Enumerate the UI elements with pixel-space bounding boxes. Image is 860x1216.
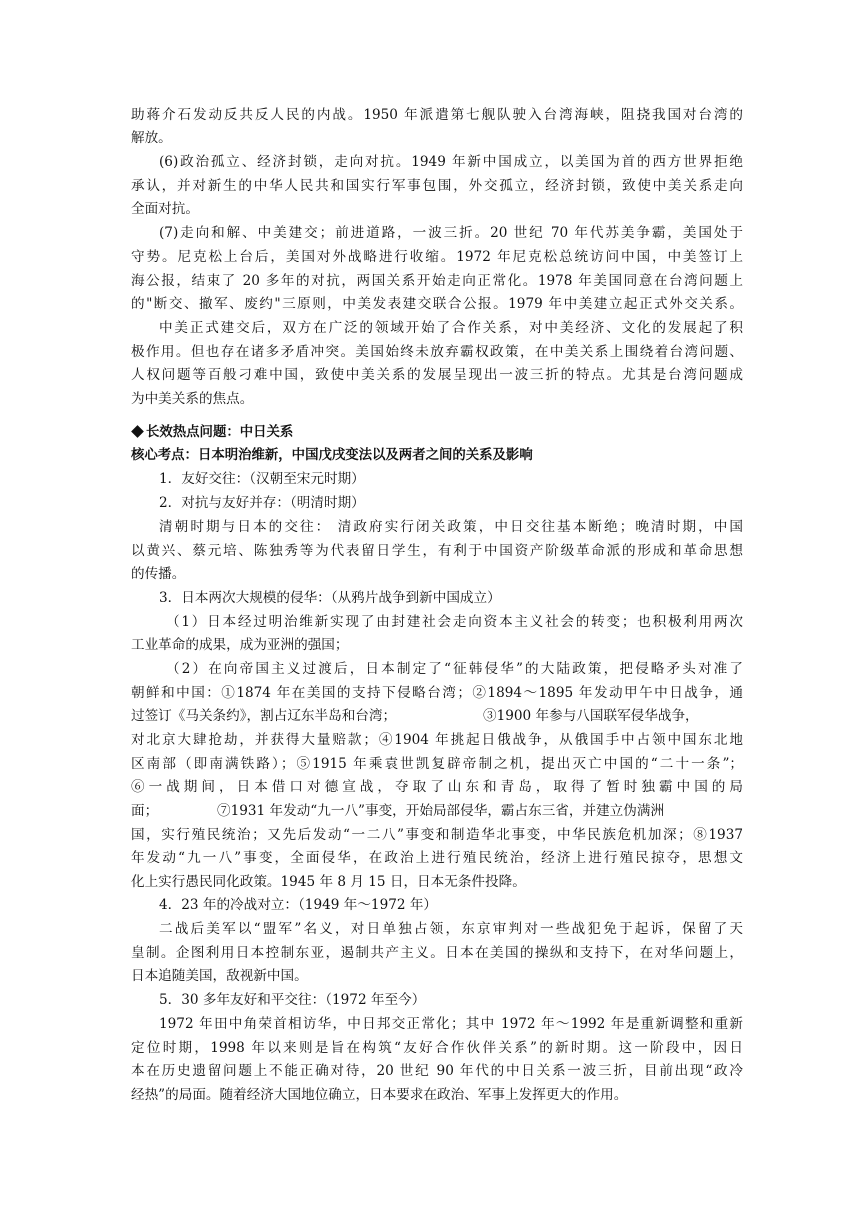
section-heading-text: 长效热点问题：中日关系: [146, 425, 294, 440]
paragraph-line: [131, 705, 743, 727]
paragraph-line: 助蒋介石发动反共反人民的内战。1950 年派遣第七舰队驶入台湾海峡，阻挠我国对台湾的: [131, 107, 743, 123]
paragraph-line: 定位时期，1998 年以来则是旨在构筑“友好合作伙伴关系”的新时期。这一阶段中，因日: [131, 1040, 743, 1056]
paragraph-line: 中美正式建交后，双方在广泛的领域开始了合作关系，对中美经济、文化的发展起了积: [159, 320, 743, 336]
paragraph-line: 解放。: [131, 130, 172, 146]
paragraph-segment: 过签订《马关条约》，割占辽东半岛和台湾；: [131, 708, 397, 724]
paragraph-line: (6)政治孤立、经济封锁，走向对抗。1949 年新中国成立，以美国为首的西方世界拒绝: [159, 154, 743, 170]
paragraph-line: 经热”的局面。随着经济大国地位确立，日本要求在政治、军事上发挥更大的作用。: [131, 1087, 628, 1103]
paragraph-line: （1）日本经过明治维新实现了由封建社会走向资本主义社会的转变；也积极利用两次: [166, 614, 743, 630]
paragraph-segment: 面；: [131, 803, 159, 819]
paragraph-line: 年发动“九一八”事变，全面侵华，在政治上进行殖民统治，经济上进行殖民掠夺，思想文: [131, 850, 743, 866]
paragraph-line: 承认，并对新生的中华人民共和国实行军事包围，外交孤立，经济封锁，致使中美关系走向: [131, 178, 743, 194]
paragraph-line: 以黄兴、蔡元培、陈独秀等为代表留日学生，有利于中国资产阶级革命派的形成和革命思想: [131, 543, 743, 559]
paragraph-line: 本在历史遗留问题上不能正确对待，20 世纪 90 年代的中日关系一波三折，目前出现“政冷: [131, 1063, 743, 1079]
core-topic: 核心考点：日本明治维新，中国戊戌变法以及两者之间的关系及影响: [131, 448, 533, 463]
paragraph-line: 皇制。企图利用日本控制东亚，遏制共产主义。日本在美国的操纵和支持下，在对华问题上，: [131, 945, 743, 961]
paragraph-line: 二战后美军以“盟军”名义，对日单独占领，东京审判对一些战犯免于起诉，保留了天: [159, 921, 743, 937]
diamond-bullet-icon: [131, 425, 144, 438]
paragraph-line: 极作用。但也存在诸多矛盾冲突。美国始终未放弃霸权政策，在中美关系上围绕着台湾问题、: [131, 344, 743, 360]
paragraph-line: 的传播。: [131, 566, 186, 582]
paragraph-line: 全面对抗。: [131, 201, 199, 217]
paragraph-line: 的"断交、撤军、废约"三原则，中美发表建交联合公报。1979 年中美建立起正式外交关系。: [131, 296, 743, 312]
paragraph-line: 日本追随美国，敌视新中国。: [131, 968, 308, 984]
list-item: 1．友好交往：（汉朝至宋元时期）: [159, 471, 365, 487]
paragraph-line: 海公报，结束了 20 多年的对抗，两国关系开始走向正常化。1978 年美国同意在台湾问题上: [131, 273, 743, 289]
paragraph-line: 工业革命的成果，成为亚洲的强国；: [131, 637, 349, 653]
paragraph-segment: ③1900 年参与八国联军侵华战争，: [483, 708, 699, 724]
paragraph-line: 区南部（即南满铁路）；⑤1915 年乘袁世凯复辟帝制之机，提出灭亡中国的“二十一条”；: [131, 756, 743, 772]
paragraph-line: 国，实行殖民统治；又先后发动“一二八”事变和制造华北事变，中华民族危机加深；⑧1937: [131, 827, 743, 843]
list-item: 4．23 年的冷战对立：（1949 年～1972 年）: [159, 897, 438, 913]
paragraph-line: 清朝时期与日本的交往： 清政府实行闭关政策，中日交往基本断绝；晚清时期，中国: [159, 519, 743, 535]
list-item: 3．日本两次大规模的侵华：（从鸦片战争到新中国成立）: [159, 590, 501, 606]
paragraph-line: 朝鲜和中国：①1874 年在美国的支持下侵略台湾；②1894～1895 年发动甲午中日战争，通: [131, 685, 743, 701]
paragraph-segment: ⑦1931 年发动“九一八”事变，开始局部侵华，霸占东三省，并建立伪满洲: [217, 803, 665, 819]
paragraph-line: （2）在向帝国主义过渡后，日本制定了“征韩侵华”的大陆政策，把侵略矛头对准了: [166, 661, 743, 677]
list-item: 2．对抗与友好并存：（明清时期）: [159, 495, 365, 511]
paragraph-line: 人权问题等百般刁难中国，致使中美关系的发展呈现出一波三折的特点。尤其是台湾问题成: [131, 367, 743, 383]
paragraph-line: (7)走向和解、中美建交；前进道路，一波三折。20 世纪 70 年代苏美争霸，美国处于: [159, 225, 743, 241]
paragraph-line: 守势。尼克松上台后，美国对外战略进行收缩。1972 年尼克松总统访问中国，中美签订上: [131, 249, 743, 265]
paragraph-line: [131, 800, 743, 822]
section-heading: [131, 422, 743, 444]
paragraph-line: 对北京大肆抢劫，并获得大量赔款；④1904 年挑起日俄战争，从俄国手中占领中国东北地: [131, 732, 743, 748]
list-item: 5．30 多年友好和平交往：（1972 年至今）: [159, 992, 426, 1008]
paragraph-line: 为中美关系的焦点。: [131, 391, 254, 407]
paragraph-line: ⑥一战期间，日本借口对德宣战，夺取了山东和青岛，取得了暂时独霸中国的局: [131, 779, 743, 795]
paragraph-line: 化上实行愚民同化政策。1945 年 8 月 15 日，日本无条件投降。: [131, 874, 526, 890]
paragraph-line: 1972 年田中角荣首相访华，中日邦交正常化；其中 1972 年～1992 年是重新调整和重新: [159, 1016, 743, 1032]
